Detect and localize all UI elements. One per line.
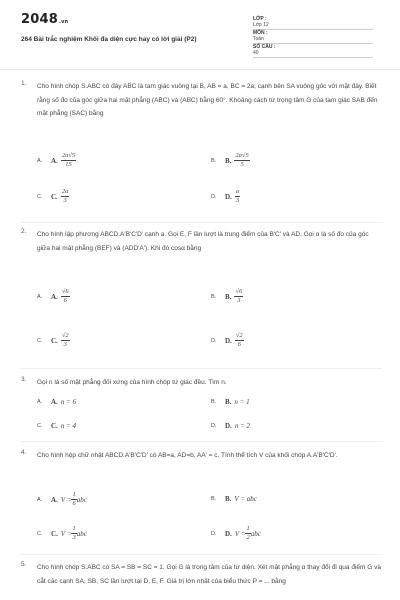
option-fraction <box>235 332 244 349</box>
option-c[interactable] <box>37 332 70 349</box>
question-2 <box>21 228 381 368</box>
option-letter: B. <box>211 399 217 405</box>
meta-value: Toán <box>253 36 373 44</box>
denominator: 6 <box>63 297 67 304</box>
option-letter: A. <box>37 157 43 164</box>
question-text: Cho hình hộp chữ nhật ABCD.A'B'C'D' có AB=a, AD=b, AA' = c. Tính thể tích V của khối chóp A.A'B'C'D'. <box>37 452 338 459</box>
option-d[interactable] <box>211 188 240 205</box>
option-letter: D. <box>211 193 217 200</box>
option-label: D. <box>225 422 232 430</box>
option-label: A. <box>51 292 58 301</box>
option-label: B. <box>225 292 232 301</box>
option-label: C. <box>51 192 58 201</box>
header-divider <box>0 69 400 70</box>
question-5 <box>21 561 381 600</box>
meta-count <box>253 44 400 58</box>
question-divider <box>20 368 382 369</box>
option-b[interactable] <box>211 288 243 305</box>
option-c[interactable] <box>37 188 69 205</box>
denominator: 15 <box>65 161 72 168</box>
option-label: D. <box>225 336 232 345</box>
option-a[interactable] <box>37 491 87 508</box>
option-c[interactable] <box>37 525 87 542</box>
option-b[interactable] <box>211 152 250 169</box>
denominator: 2 <box>246 534 250 541</box>
denominator: 6 <box>72 500 76 507</box>
meta-key: LỚP : <box>253 16 267 22</box>
option-expression: abc <box>250 529 261 538</box>
question-text: Cho hình chóp S.ABC có đáy ABC là tam giác vuông tại B, AB = a, BC = 2a; cạnh bên SA vuông góc với mặt đáy. Biết rằng số đo của góc giữa hai mặt phẳng (ABC) và (ABC) bằng 60°. Khoảng cách từ trọng tâm G của tam giác SAB đến mặt phẳng (SAC) bằng <box>37 83 378 117</box>
logo-suffix: .vn <box>58 19 69 25</box>
option-letter: D. <box>211 423 217 429</box>
question-divider <box>20 222 382 223</box>
option-label: B. <box>225 156 232 165</box>
option-b[interactable] <box>211 398 250 406</box>
option-a[interactable] <box>37 398 76 406</box>
question-text: Cho hình lập phương ABCD.A'B'C'D' cạnh a. Gọi E, F lần lượt là trung điểm của B'C' và AD. Gọi α là số đo của góc giữa hai mặt phẳng (BEF) và (ADD'A'). Khi đó cosα bằng <box>37 231 369 252</box>
option-letter: C. <box>37 530 43 537</box>
option-label: D. <box>225 529 232 538</box>
denominator: 5 <box>240 161 244 168</box>
numerator: 1 <box>72 491 76 498</box>
numerator: 1 <box>72 525 76 532</box>
option-letter: C. <box>37 193 43 200</box>
numerator: √6 <box>61 288 69 295</box>
question-text: Cho hình chóp S.ABC có SA = SB = SC = 1. Gọi G là trọng tâm của tứ diện. Xét mặt phẳng α thay đổi đi qua điểm G và cắt các cạnh SA, SB, SC lần lượt tại D, E, F. Giá trị lớn nhất của biểu thức P = ... bằng <box>37 564 381 585</box>
question-number: 3. <box>21 376 27 383</box>
option-a[interactable] <box>37 152 76 169</box>
option-expression: abc <box>76 495 87 504</box>
option-label: A. <box>51 495 58 504</box>
option-label: B. <box>225 398 232 406</box>
option-fraction <box>234 152 249 169</box>
denominator: 3 <box>63 341 67 348</box>
meta-subject <box>253 30 400 44</box>
option-label: D. <box>225 192 232 201</box>
meta-class <box>253 16 400 30</box>
option-expression: n = 1 <box>234 398 250 406</box>
option-letter: C. <box>37 423 43 429</box>
denominator: 3 <box>72 534 76 541</box>
option-a[interactable] <box>37 288 70 305</box>
option-expression: abc <box>76 529 87 538</box>
option-expression: n = 6 <box>60 398 77 406</box>
option-fraction <box>234 288 243 305</box>
meta-value: 40 <box>253 50 373 58</box>
option-d[interactable] <box>211 332 244 349</box>
meta-key: SỐ CÂU : <box>253 44 276 50</box>
page-title: 264 Bài trắc nghiệm Khối đa diện cực hay có lời giải (P2) <box>21 36 197 43</box>
question-number: 5. <box>21 561 27 568</box>
option-label: B. <box>225 495 232 503</box>
numerator: √6 <box>235 288 243 295</box>
denominator: 3 <box>235 197 240 204</box>
option-label: A. <box>51 398 58 406</box>
question-1 <box>21 80 381 230</box>
site-logo[interactable] <box>21 12 68 27</box>
numerator: 2a <box>61 188 69 195</box>
question-4 <box>21 449 381 555</box>
option-fraction <box>235 188 240 205</box>
option-letter: D. <box>211 530 217 537</box>
option-label: C. <box>51 529 58 538</box>
numerator: 2a√5 <box>61 152 76 159</box>
option-fraction <box>61 152 76 169</box>
option-fraction <box>61 288 70 305</box>
question-number: 4. <box>21 449 27 456</box>
question-divider <box>20 441 382 442</box>
option-letter: D. <box>211 337 217 344</box>
option-expression: n = 4 <box>60 422 77 430</box>
option-letter: A. <box>37 399 43 405</box>
denominator: 6 <box>237 341 241 348</box>
option-letter: C. <box>37 337 43 344</box>
logo-text: 2048 <box>21 12 58 27</box>
option-letter: A. <box>37 496 43 503</box>
option-expression: V = <box>234 529 246 538</box>
option-fraction <box>61 188 70 205</box>
numerator: √2 <box>61 332 69 339</box>
option-expression: V = <box>60 495 72 504</box>
numerator: 2a√5 <box>235 152 249 159</box>
option-expression: n = 2 <box>234 422 251 430</box>
question-divider <box>20 554 382 555</box>
header <box>0 0 400 70</box>
question-number: 2. <box>21 228 27 235</box>
option-expression: V = abc <box>234 495 257 503</box>
option-letter: B. <box>211 157 217 164</box>
question-text: Gọi n là số mặt phẳng đối xứng của hình chóp tứ giác đều. Tìm n. <box>37 379 227 386</box>
option-label: A. <box>51 156 58 165</box>
option-letter: A. <box>37 293 43 300</box>
numerator: a <box>235 188 240 195</box>
denominator: 3 <box>63 197 67 204</box>
question-number: 1. <box>21 80 27 87</box>
option-label: C. <box>51 422 58 430</box>
option-letter: B. <box>211 496 217 502</box>
numerator: 1 <box>246 525 250 532</box>
numerator: √2 <box>235 332 243 339</box>
option-b[interactable] <box>211 495 257 503</box>
option-label: C. <box>51 336 58 345</box>
meta-key: MÔN : <box>253 30 268 36</box>
meta-value: Lớp 12 <box>253 22 373 30</box>
denominator: 3 <box>237 297 241 304</box>
question-3 <box>21 376 381 440</box>
option-letter: B. <box>211 293 217 300</box>
option-c[interactable] <box>37 422 76 430</box>
option-fraction <box>61 332 70 349</box>
option-d[interactable] <box>211 422 250 430</box>
option-expression: V = <box>60 529 72 538</box>
option-d[interactable] <box>211 525 261 542</box>
